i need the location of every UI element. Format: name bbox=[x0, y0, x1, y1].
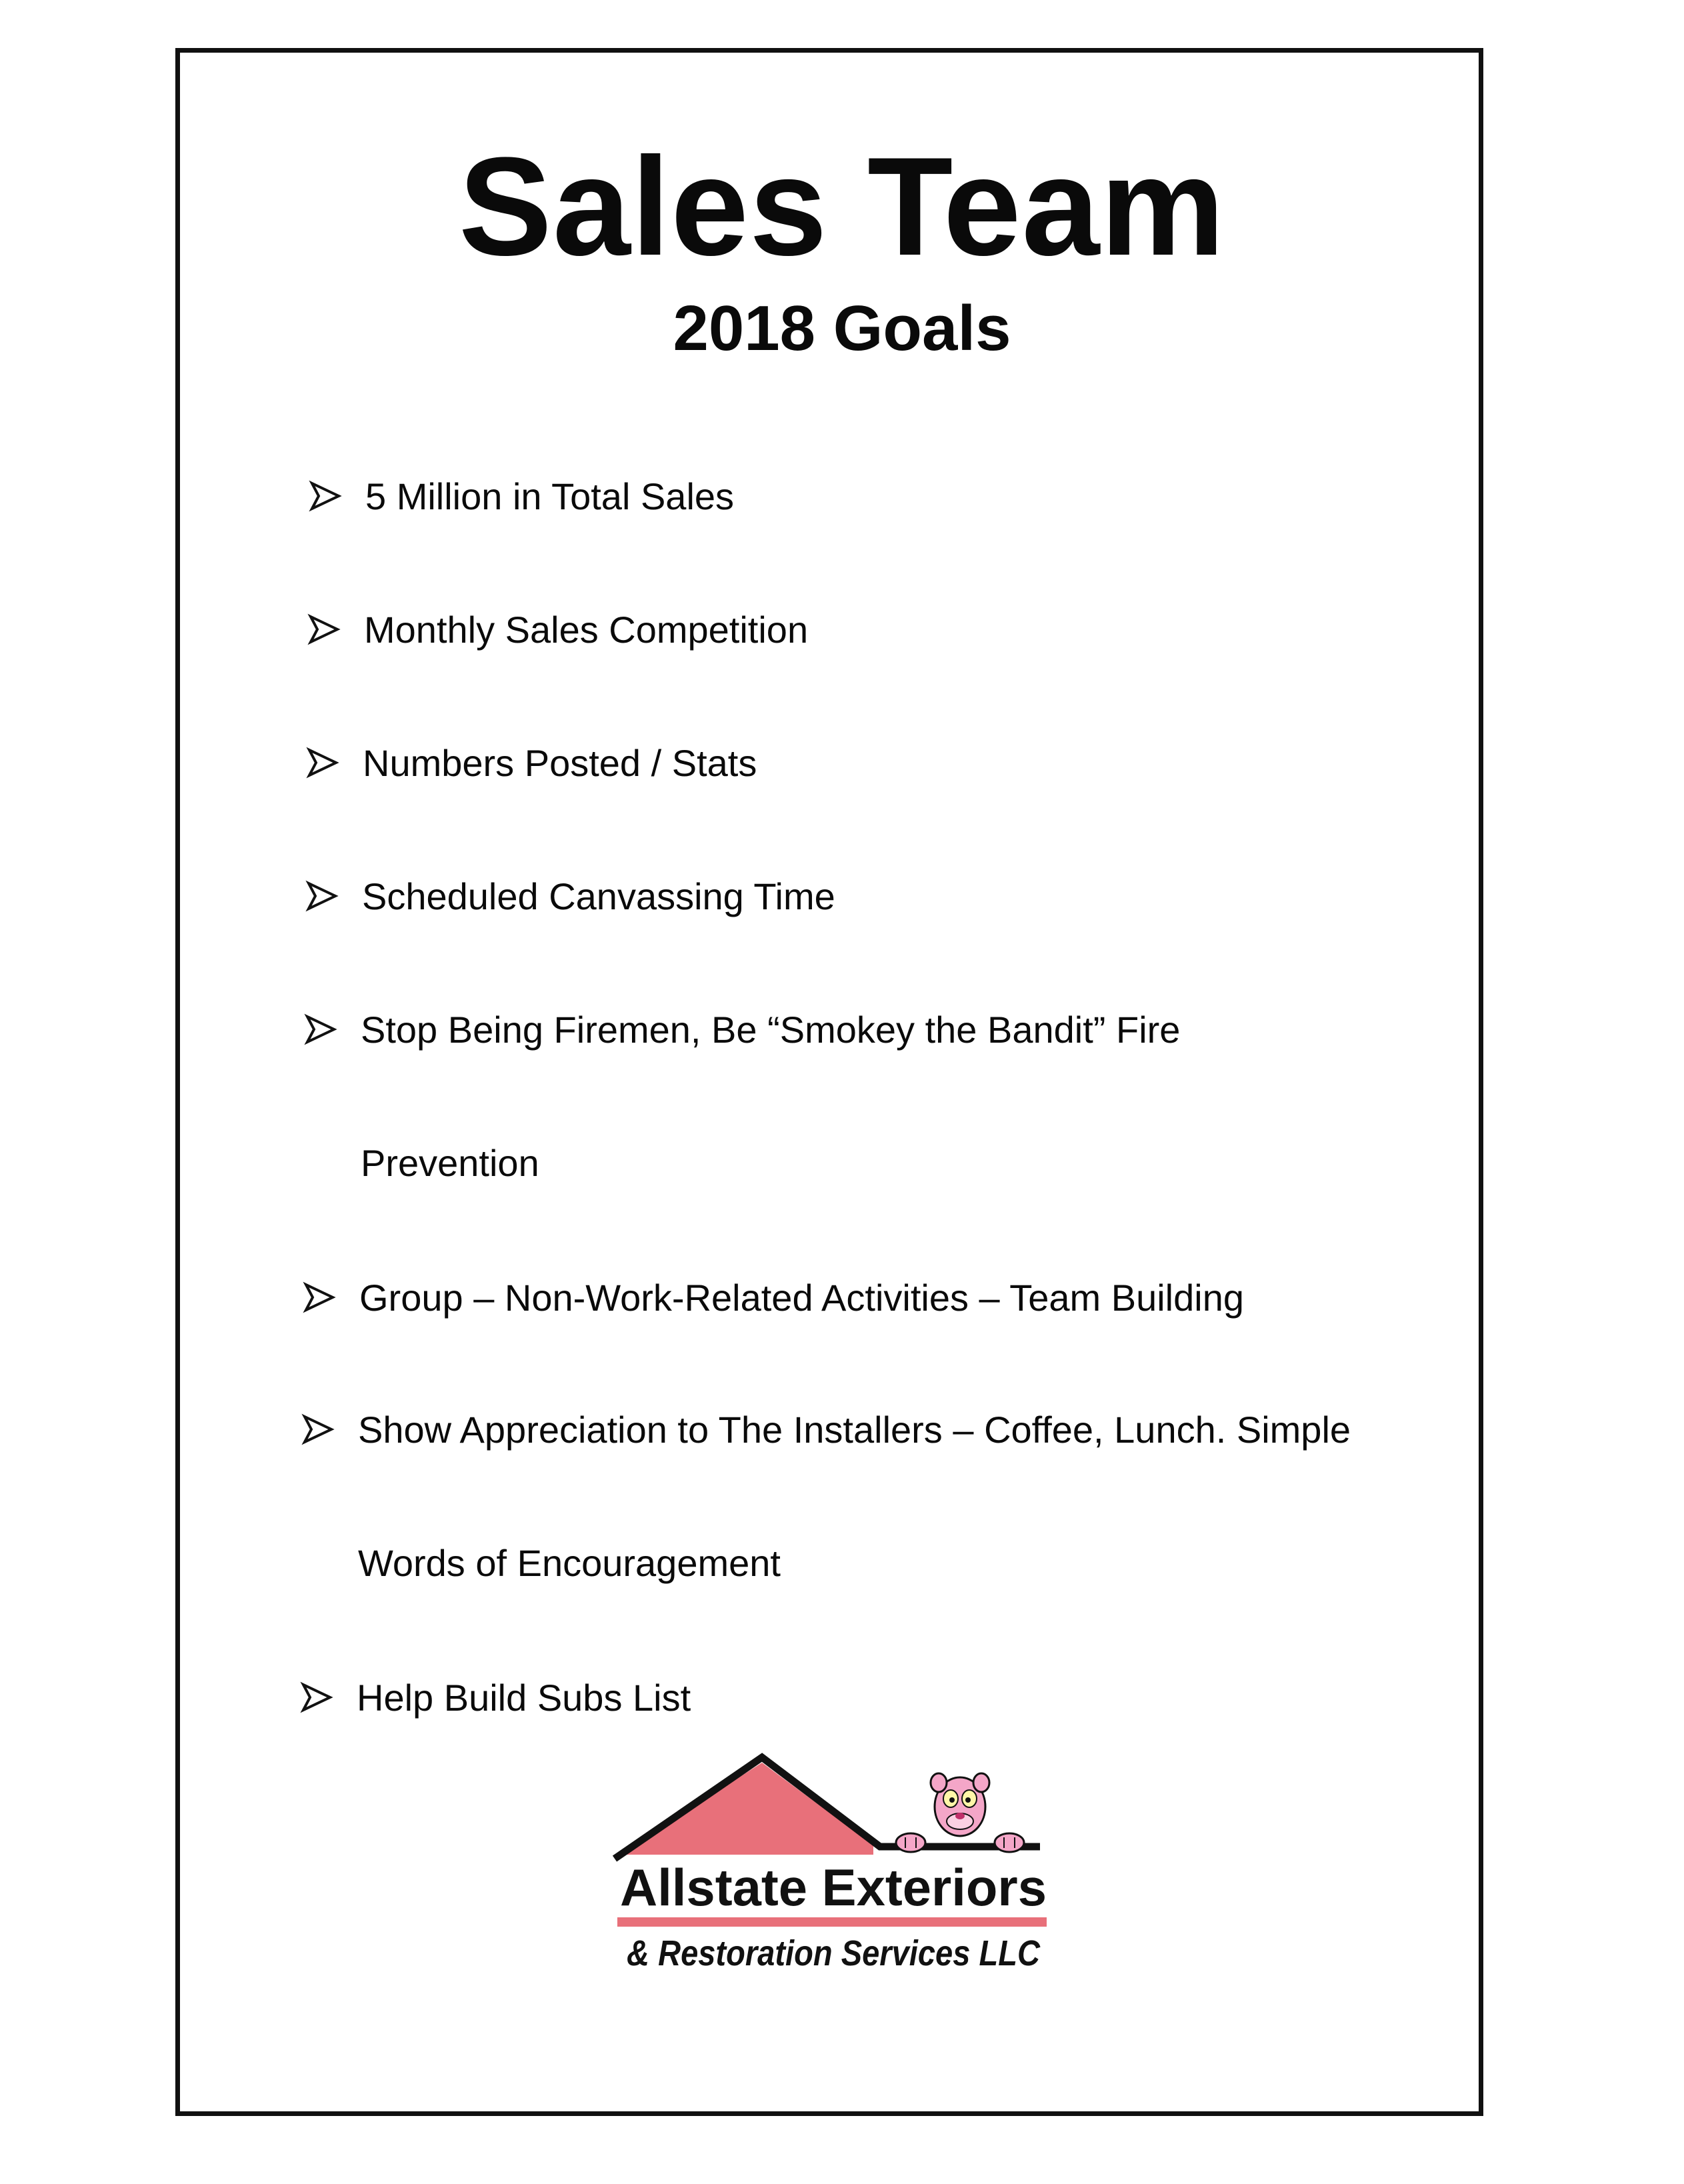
arrow-bullet-icon bbox=[307, 882, 337, 910]
mascot-icon bbox=[896, 1773, 1024, 1852]
goal-item bbox=[364, 563, 808, 697]
page-subtitle: 2018 Goals bbox=[673, 293, 1011, 364]
logo-company-name: Allstate Exteriors bbox=[620, 1858, 1047, 1917]
goal-item bbox=[357, 1631, 691, 1765]
goal-text: Group – Non-Work-Related Activities – Team Building bbox=[359, 1277, 1244, 1319]
goal-text-continued: Words of Encouragement bbox=[358, 1542, 781, 1584]
goal-text: Monthly Sales Competition bbox=[364, 609, 809, 651]
arrow-bullet-icon bbox=[302, 1683, 331, 1711]
goal-item bbox=[362, 830, 835, 963]
page-title: Sales Team bbox=[458, 128, 1226, 285]
arrow-bullet-icon bbox=[303, 1415, 333, 1443]
goal-text: Show Appreciation to The Installers – Coffee, Lunch. Simple bbox=[358, 1409, 1351, 1451]
arrow-bullet-icon bbox=[306, 1015, 335, 1043]
arrow-bullet-icon bbox=[311, 482, 340, 510]
goal-item bbox=[361, 963, 1180, 1230]
logo-underline bbox=[617, 1917, 1047, 1927]
goal-text-continued: Prevention bbox=[361, 1142, 539, 1184]
goal-text: Stop Being Firemen, Be “Smokey the Bandit” Fire bbox=[361, 1009, 1181, 1051]
arrow-bullet-icon bbox=[305, 1283, 334, 1311]
arrow-bullet-icon bbox=[309, 615, 339, 643]
goal-item bbox=[363, 697, 757, 830]
goal-item bbox=[358, 1363, 1351, 1630]
company-logo bbox=[613, 1753, 1053, 1987]
logo-tagline: & Restoration Services LLC bbox=[627, 1933, 1041, 1973]
goal-text: Numbers Posted / Stats bbox=[363, 742, 757, 784]
goal-text: Help Build Subs List bbox=[357, 1677, 691, 1719]
goal-text: 5 Million in Total Sales bbox=[365, 475, 735, 517]
goal-item bbox=[359, 1231, 1244, 1365]
goal-item bbox=[365, 430, 734, 563]
goal-text: Scheduled Canvassing Time bbox=[362, 875, 835, 917]
arrow-bullet-icon bbox=[308, 749, 337, 777]
